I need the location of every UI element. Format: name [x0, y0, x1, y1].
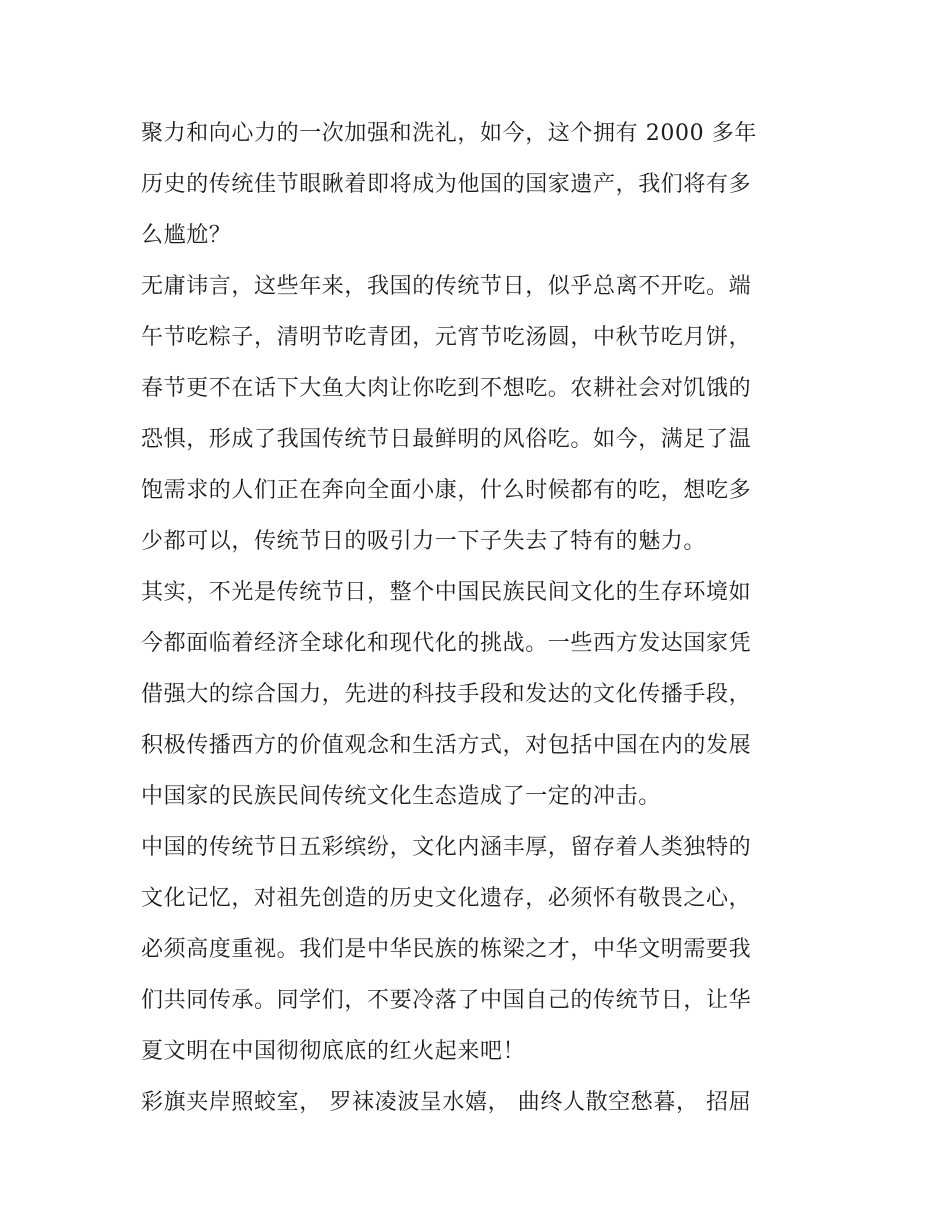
document-body-text — [141, 108, 821, 1128]
text-line: 夏文明在中国彻彻底底的红火起来吧！ — [141, 1039, 526, 1064]
text-line: 聚力和向心力的一次加强和洗礼，如今，这个拥有 2000 多年 — [141, 121, 757, 146]
text-line: 今都面临着经济全球化和现代化的挑战。一些西方发达国家凭 — [141, 631, 752, 656]
text-line: 积极传播西方的价值观念和生活方式，对包括中国在内的发展 — [141, 733, 752, 758]
text-line: 们共同传承。同学们，不要冷落了中国自己的传统节日，让华 — [141, 988, 752, 1013]
text-line: 无庸讳言，这些年来，我国的传统节日，似乎总离不开吃。端 — [141, 274, 752, 299]
text-line: 必须高度重视。我们是中华民族的栋梁之才，中华文明需要我 — [141, 937, 752, 962]
text-line: 中国家的民族民间传统文化生态造成了一定的冲击。 — [141, 784, 661, 809]
text-line: 文化记忆，对祖先创造的历史文化遗存，必须怀有敬畏之心， — [141, 886, 752, 911]
text-line: 么尴尬？ — [141, 223, 232, 248]
text-line: 其实，不光是传统节日，整个中国民族民间文化的生存环境如 — [141, 580, 752, 605]
text-line: 历史的传统佳节眼瞅着即将成为他国的国家遗产，我们将有多 — [141, 172, 752, 197]
text-line: 午节吃粽子，清明节吃青团，元宵节吃汤圆，中秋节吃月饼， — [141, 325, 752, 350]
text-line: 恐惧，形成了我国传统节日最鲜明的风俗吃。如今，满足了温 — [141, 427, 752, 452]
text-line: 借强大的综合国力，先进的科技手段和发达的文化传播手段， — [141, 682, 752, 707]
text-line: 彩旗夹岸照蛟室， 罗袜凌波呈水嬉， 曲终人散空愁暮， 招屈 — [141, 1090, 752, 1115]
text-line: 中国的传统节日五彩缤纷，文化内涵丰厚，留存着人类独特的 — [141, 835, 752, 860]
text-line: 春节更不在话下大鱼大肉让你吃到不想吃。农耕社会对饥饿的 — [141, 376, 752, 401]
text-line: 少都可以，传统节日的吸引力一下子失去了特有的魅力。 — [141, 529, 707, 554]
text-line: 饱需求的人们正在奔向全面小康，什么时候都有的吃，想吃多 — [141, 478, 752, 503]
